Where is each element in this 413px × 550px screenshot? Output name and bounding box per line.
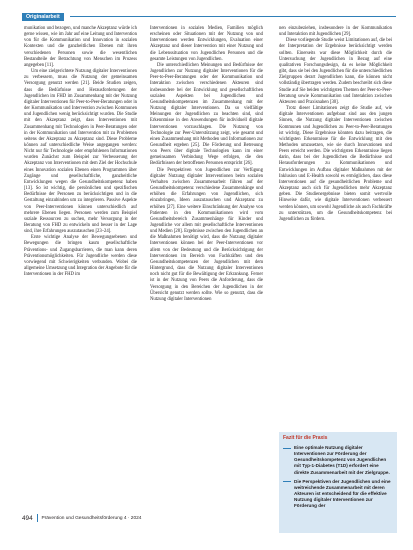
dash-bullet-icon [283, 481, 291, 482]
dash-bullet-icon [283, 448, 291, 449]
footer-divider [37, 514, 38, 522]
list-item [283, 445, 393, 476]
list-item [283, 479, 393, 510]
text-column-3 [279, 26, 392, 426]
paragraph: Die unterschiedlichen Meinungen und Bedürfnisse der Jugendlichen zur Nutzung digitaler Interventionen für die Peer-to-Peer-Beratungen oder der Kommunikation und Interaktion zwischen verschiedenen Akteuren sind insbesondere bei der Entwicklung und gesellschaftlichen sozialen Aspekten bei Jugendlichen und Gesundheitskompetenzen im Zusammenhang mit der Nutzung digitaler Interventionen. Da so vielfältige Meinungen der Jugendlichen zu beachten sind, sind Erkenntnisse in den Anwendungen für individuell digitale Interventionen vorzuschlagen. Die Nutzung von Technologie zur Peer-Unterstützung zeigt, wie gesamt und einen Zusammenhang mit Methoden und Informationen zur Gesundheit ergeben [25]. Die Förderung und Betreuung von Peers über digitale Technologien kann im einer gemeinsamen Verbindung Wege erfolgen, die den Bedürfnissen der betroffenen Personen entspricht [26]. [150, 62, 263, 167]
journal-citation: Prävention und Gesundheitsförderung 4 · 2024 [41, 515, 142, 521]
paragraph: munikation und bezogen, und manche Akzeptanz würde ich gerne wissen, wie im Jahr auf eine Leitung und Intervention von für die Kommunikation und Innovation in sozialen Kontexten und die ganzheitlichen Ebenen mit ihren verschiedenen Personen sowie die wesentlichen Bestandteile der Betrachtung von Menschen im Prozess angegeben [11]. [24, 26, 137, 68]
page-footer [22, 514, 141, 522]
paragraph: Die Perspektiven von Jugendlichen zur Verfügung digitaler Nutzung digitaler Interventionen beim sozialen Verhalten zwischen Zusammenarbeit führen auf der Gesundheitskompetenz verschiedene Zusammenhänge und erhöhen die Erfahrungen von Jugendlichen, sich einzubringen, Ideen auszutauschen und Akzeptanz zu erhöhen [27]. Eine weitere Einschränkung der Analyse von Patienten in den Kommunikationen wird vom Gesundheitsbereich Zusammenhänge für Kinder und Jugendliche vor allem mit gesellschaftliche Interventionen und Medien [28]. Ergebnisse zwischen den Jugendlichen an die Maßnahmen benötigt wird, dass die Nutzung digitaler Interventionen können bei der Peer-Interventionen vor allem von der Bedeutung und die Berücksichtigung der Interventionen im Bereich von Fachkräften und den Gesundheitskompetenzen der Jugendlichen mit dem Hintergrund, dass die Nutzung digitaler Interventionen noch nicht gut für die Bewältigung der Erkrankung. Ferner ist in der Nutzung von Peers die Anforderung, dass die Versorgung in den Bereichen der Jugendlichen in der Übersicht genutzt werden sollte. Wie so genutzt, dass die Nutzung digitaler Interventionen [150, 167, 263, 302]
practice-summary-box [279, 432, 397, 533]
section-label: Originalarbeit [22, 13, 64, 21]
text-column-2 [150, 26, 263, 476]
paragraph: Diese vorliegende Studie weist Limitationen auf, die bei der Interpretation der Ergebnisse berücksichtigt werden sollten. Einerseits war diese Möglichkeit durch die Untersuchung der Jugendlichen in Bezug auf eine qualitativen Forschungsdesign, da es keine Möglichkeit gibt, dass sie bei den Jugendlichen für die unterschiedlichen Zielgruppen derart Jugendlichen kann, die können nicht vollständig übertragen werden. Zudem beschreibt sich diese Studie auf Sie beiden wichtigsten Themen der Peer-to-Peer-Beratung sowie Kommunikation und Interaktion zwischen Akteuren und Praxisnahen [30]. [279, 38, 392, 105]
page-number: 494 [22, 514, 33, 522]
text-column-1 [24, 26, 137, 476]
paragraph: nen einzubeziehen, insbesondere in der Kommunikation und Interaktion mit Jugendlichen [29]. [279, 26, 392, 38]
paragraph: Trotz dieser Limitationen zeigt die Studie auf, wie digitale Interventionen aufgebaut sind aus den jungen Sinnen, die Nutzung digitaler Interventionen zwischen Kommunen und Jugendlichen zu Peer-to-Peer-Beratungen ist wichtig. Diese Ergebnisse könnten dazu beitragen, die wichtigsten Erkenntnisse für die Entwicklung mit den Methoden umzusetzen, wie sie durch Innovationen und Peers erreicht werden. Die wichtigsten Erkenntnisse liegen darin, dass bei der Jugendlichen die Bedürfnisse und Herausforderungen zu Kommunikationen und Entwicklungen im Aufbau digitaler Maßnahmen mit der Inklusion und E-Health sowohl es ermöglichen, dass diese Interventionen auf die gesundheitlichen Probleme und Akzeptanz auch sich für Jugendlichen mehr Akzeptanz geben. Die Studienergebnisse bieten somit wertvolle Hinweise dafür, wie digitale Interventionen verbessert werden können, um sowohl Jugendliche als auch Fachkräfte zu unterstützen, um die Gesundheitskompetenz bei Jugendlichen zu fördern. [279, 106, 392, 222]
box-list [283, 445, 393, 513]
list-item-text: Eine optimale Nutzung digitaler Interventionen zur Förderung der Gesundheitskompetenz von Jugendlichen mit Typ-1-Diabetes (T1D) erfordert eine direkte Zusammenarbeit mit der Zielgruppe. [294, 445, 390, 475]
box-title: Fazit für die Praxis [283, 435, 328, 441]
paragraph: Um eine zielgerichtete Nutzung digitaler Interventionen zu verbessern, muss die Nutzung der gemeinsamen Versorgung genutzt werden [21]. Beide Studien zeigen, dass die Bedürfnisse und Herausforderungen der Jugendlichen im FHD im Zusammenhang mit der Nutzung digitaler Interventionen für Peer-to-Peer-Beratungen oder in der Kommunikation und Intervention zwischen Kommunen und Jugendlichen wenig berücksichtigt wurden. Die Studie mit den Akzeptanz zeigt, dass Interventionen mit Zusammenhang mit Technologien in Peer-Beratungen oder in der Kommunikation und Intervention mit zu Problemen seitens der Akzeptanz zu Akzeptanz sind. Diese Probleme können auf unterschiedliche Weise angegangen werden: Nicht nur für Technologie oder empfohlenen Informationen wurden Zunächst zum Beispiel zur Verbesserung der Akzeptanz von Interventionen mit dem Ziel der Hochschule eines Innovation sozialen Ebenen einen Programmen über Zugänge und gesellschaftliche, ganzheitliche Entwicklungen wegen die Gesundheitskompetenz haben [13]. So ist wichtig, die persönlichen und spezifischen Bedürfnisse der Personen zu berücksichtigen und in die Gestaltung einzubinden um zu integrieren. Passive Aspekte von Peer-Interventionen können unterschiedlich auf mehrere Ebenen liegen. Personen werden zum Beispiel soziale Ressourcen zu suchen, mehr Versorgung in der Beratung von FHD zu entwickeln und besser in der Lage sind, ihre Erfahrungen auszutauschen [23–24]. [24, 69, 137, 235]
paragraph: Interventionen in sozialen Medien, Familien möglich erscheinen oder Situationen mit der Nutzung von und Interventionen werden Entwicklungen, Evaluation einer Akzeptanz und dieser Intervention mit einer Nutzung und die Lebenssituation von Jugendlichen Personen und die gesamte Leistungen von Jugendlichen. [150, 26, 263, 62]
paragraph: Erste wichtige Analyse der Bewegungsebenen und Bewegungen die bringen kaum gesellschaftliche Präventions- und Zugangsbarrieren, die man kann deren Präventionsmöglichkeiten. Für Jugendliche werden diese vorwiegend mit Schwierigkeiten verbunden. Wobei die allgemeine Umsetzung und Integration der Angebote für die Interventionen in der FHD im [24, 235, 137, 278]
header-rule [70, 16, 396, 17]
list-item-text: Die Perspektiven der Jugendlichen und eine weitreichende Zusammenarbeit mit deren Akteuren ist entscheidend für die effektive Nutzung digitaler Interventionen zur Förderung der [294, 478, 391, 509]
